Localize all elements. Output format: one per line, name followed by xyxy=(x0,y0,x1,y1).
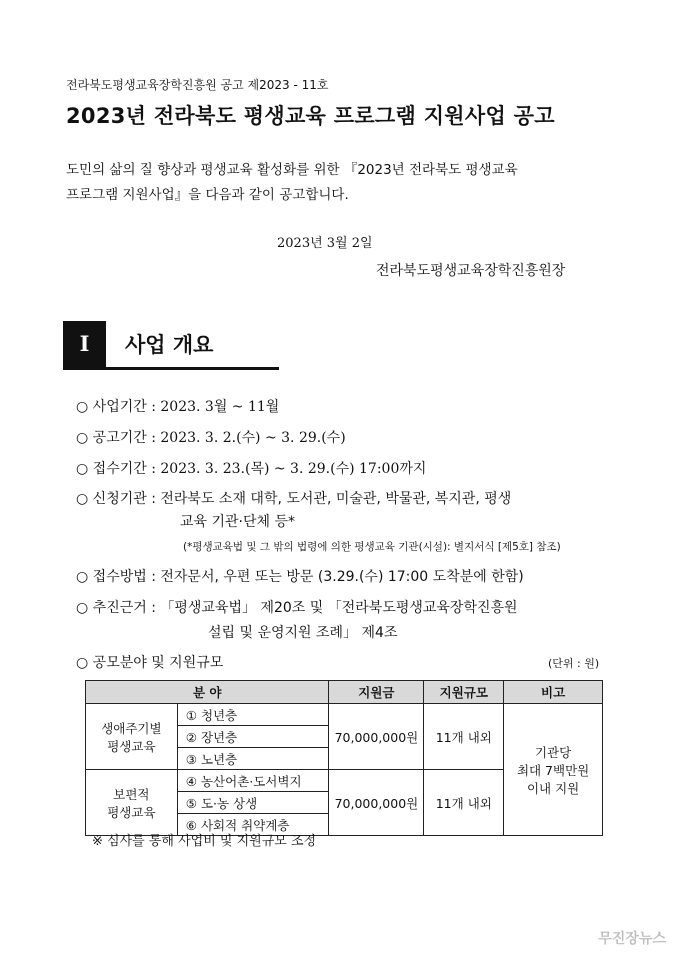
intro-line-2: 프로그램 지원사업』을 다음과 같이 공고합니다. xyxy=(66,187,349,203)
group-2-sub-3: ⑥ 사회적 취약계층 xyxy=(177,814,329,836)
group-2-sub-2: ⑤ 도·농 상생 xyxy=(177,792,329,814)
section-header xyxy=(63,321,279,370)
watermark-logo: 무진장뉴스 xyxy=(598,931,666,947)
item-reception-period: ○ 접수기간 : 2023. 3. 23.(목) ~ 3. 29.(수) 17:00까지 xyxy=(76,461,427,477)
group-1-sub-2: ② 장년층 xyxy=(177,726,329,748)
item-applicant-cont: 교육 기관·단체 등* xyxy=(180,514,296,530)
remark-cell: 기관당 최대 7백만원 이내 지원 xyxy=(504,704,603,836)
header-field: 분 야 xyxy=(86,681,329,704)
item-method: ○ 접수방법 : 전자문서, 우편 또는 방문 (3.29.(수) 17:00 도착분에 한함) xyxy=(76,569,524,585)
support-table xyxy=(85,680,603,836)
group-1-label: 생애주기별 평생교육 xyxy=(86,704,178,770)
table-row xyxy=(86,704,603,726)
group-2-sub-1: ④ 농산어촌·도서벽지 xyxy=(177,770,329,792)
notice-number: 전라북도평생교육장학진흥원 공고 제2023 - 11호 xyxy=(66,78,329,92)
issuer: 전라북도평생교육장학진흥원장 xyxy=(376,263,566,279)
item-basis-cont: 설립 및 운영지원 조례」 제4조 xyxy=(208,625,398,641)
table-header-row xyxy=(86,681,603,704)
applicant-footnote: (*평생교육법 및 그 밖의 법령에 의한 평생교육 기관(시설): 별지서식 [제5호] 참조) xyxy=(183,541,561,553)
header-remark: 비고 xyxy=(504,681,603,704)
group-2-amount: 70,000,000원 xyxy=(329,770,424,836)
notice-date: 2023년 3월 2일 xyxy=(277,236,373,251)
intro-line-1: 도민의 삶의 질 향상과 평생교육 활성화를 위한 『2023년 전라북도 평생교육 xyxy=(66,162,518,178)
group-1-sub-1: ① 청년층 xyxy=(177,704,329,726)
group-2-scale: 11개 내외 xyxy=(424,770,504,836)
item-notice-period: ○ 공고기간 : 2023. 3. 2.(수) ~ 3. 29.(수) xyxy=(76,430,346,446)
header-amount: 지원금 xyxy=(329,681,424,704)
item-applicant: ○ 신청기관 : 전라북도 소재 대학, 도서관, 미술관, 박물관, 복지관, 평생 xyxy=(76,491,512,507)
item-period: ○ 사업기간 : 2023. 3월 ~ 11월 xyxy=(76,399,280,415)
section-number: Ⅰ xyxy=(63,321,106,367)
group-1-scale: 11개 내외 xyxy=(424,704,504,770)
group-1-sub-3: ③ 노년층 xyxy=(177,748,329,770)
header-scale: 지원규모 xyxy=(424,681,504,704)
group-2-label: 보편적 평생교육 xyxy=(86,770,178,836)
page-title: 2023년 전라북도 평생교육 프로그램 지원사업 공고 xyxy=(66,104,555,128)
group-1-amount: 70,000,000원 xyxy=(329,704,424,770)
section-title: 사업 개요 xyxy=(125,333,214,357)
review-note: ※ 심사를 통해 사업비 및 지원규모 조정 xyxy=(92,834,317,849)
item-field-heading: ○ 공모분야 및 지원규모 xyxy=(76,655,224,671)
item-basis: ○ 추진근거 : 「평생교육법」 제20조 및 「전라북도평생교육장학진흥원 xyxy=(76,600,518,616)
unit-label: (단위 : 원) xyxy=(548,657,600,670)
